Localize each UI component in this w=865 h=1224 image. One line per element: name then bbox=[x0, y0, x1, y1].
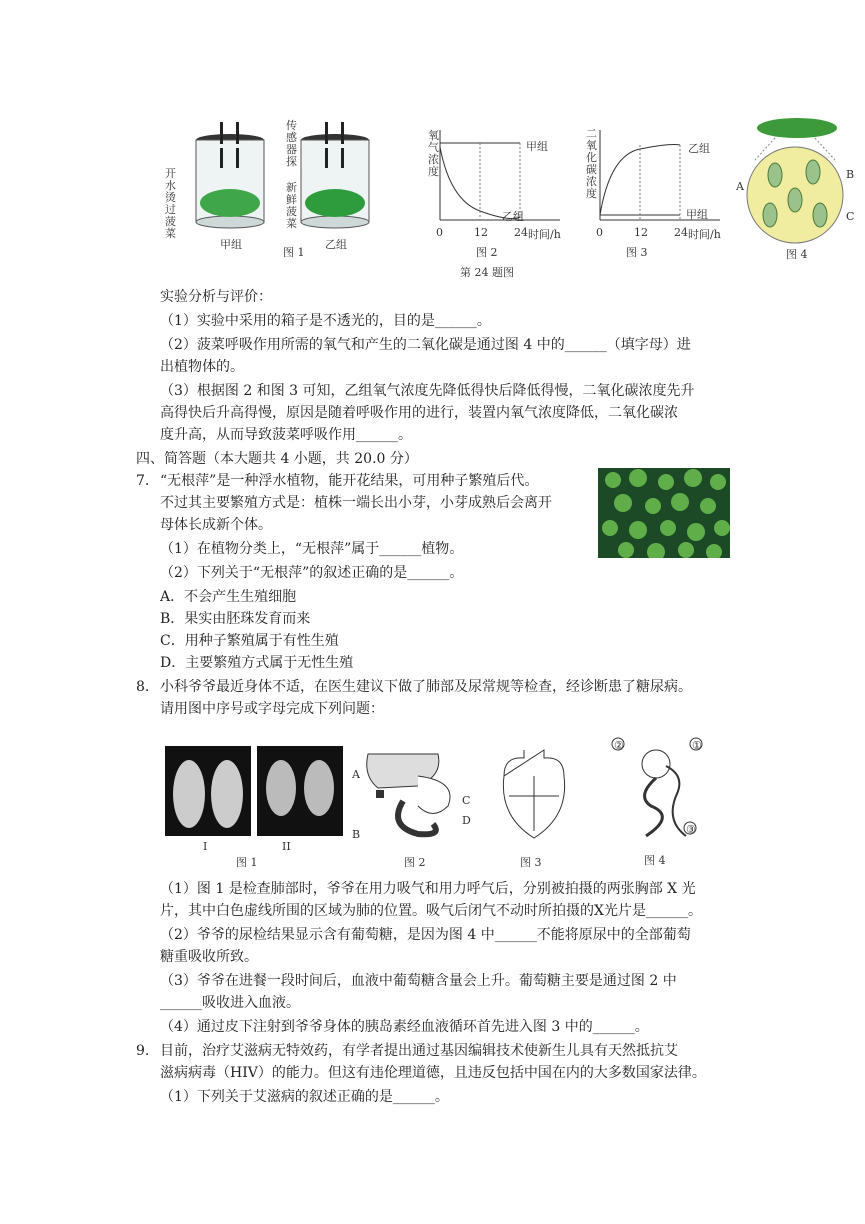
analysis-q1: （1）实验中采用的箱子是不透光的，目的是______。 bbox=[160, 313, 491, 329]
fig2-tick-24: 24 bbox=[514, 226, 528, 239]
q8-fig2-label-d: D bbox=[462, 814, 471, 827]
fig4-label-a: A bbox=[736, 180, 744, 193]
q7-sub2: （2）下列关于“无根萍”的叙述正确的是______。 bbox=[160, 565, 464, 581]
q9-number: 9. bbox=[136, 1043, 150, 1059]
q8-fig4-label-2: ② bbox=[614, 739, 624, 752]
q8-sub2-line1: （2）爷爷的尿检结果显示含有葡萄糖，是因为图 4 中______不能将原尿中的全部葡萄 bbox=[160, 927, 691, 943]
q8-fig1-xrays bbox=[165, 746, 345, 836]
analysis-q3-line3: 度升高，从而导致菠菜呼吸作用______。 bbox=[160, 427, 412, 443]
fig1-group-a: 甲组 bbox=[220, 238, 242, 251]
duckweed-photo bbox=[598, 468, 730, 558]
q8-sub3-line2: ______吸收进入血液。 bbox=[160, 995, 300, 1011]
fig4-label-b: B bbox=[846, 168, 855, 181]
figure-1-boxes bbox=[160, 108, 390, 258]
fig3-tick-12: 12 bbox=[634, 226, 648, 239]
fig2-ylabel: 氧气浓度 bbox=[428, 129, 439, 178]
q8-fig4-label-1: ① bbox=[692, 739, 702, 752]
fig3-series-a: 乙组 bbox=[688, 142, 710, 155]
fig2-series-a: 甲组 bbox=[526, 140, 548, 153]
q7-sub1: （1）在植物分类上，“无根萍”属于______植物。 bbox=[160, 541, 464, 557]
analysis-q3-line1: （3）根据图 2 和图 3 可知，乙组氧气浓度先降低得快后降低得慢，二氧化碳浓度先升 bbox=[160, 383, 695, 399]
q8-fig2-digestive bbox=[348, 746, 478, 846]
fig2-series-b: 乙组 bbox=[502, 210, 524, 223]
q9-line2: 滋病病毒（HIV）的能力。但这有违伦理道德，且违反包括中国在内的大多数国家法律。 bbox=[160, 1065, 706, 1081]
section-4-heading: 四、简答题（本大题共 4 小题，共 20.0 分） bbox=[136, 451, 418, 467]
analysis-q2-line2: 出植物体的。 bbox=[160, 359, 244, 375]
q7-option-b: B．果实由胚珠发育而来 bbox=[160, 611, 311, 627]
analysis-heading: 实验分析与评价： bbox=[160, 289, 272, 305]
fig1-left-label: 开水烫过菠菜 bbox=[165, 167, 176, 240]
q8-fig4-label-3: ③ bbox=[686, 823, 696, 836]
figure-4-leaf-stomata bbox=[735, 110, 855, 250]
q8-fig2-label-b: B bbox=[352, 828, 361, 841]
fig2-tick-0: 0 bbox=[436, 226, 443, 239]
fig1-middle-label: 传感器探 bbox=[286, 119, 297, 168]
q7-number: 7. bbox=[136, 473, 150, 489]
q8-fig3-heart bbox=[484, 746, 584, 846]
fig3-tick-0: 0 bbox=[596, 226, 603, 239]
fig1-caption: 图 1 bbox=[283, 246, 305, 259]
q8-fig2-label-c: C bbox=[462, 794, 471, 807]
q7-line1: “无根萍”是一种浮水植物，能开花结果，可用种子繁殖后代。 bbox=[160, 473, 539, 489]
q8-fig4-caption: 图 4 bbox=[644, 854, 666, 867]
q7-line3: 母体长成新个体。 bbox=[160, 517, 272, 533]
fig3-tick-24: 24 bbox=[674, 226, 688, 239]
q7-option-c: C．用种子繁殖属于有性生殖 bbox=[160, 633, 339, 649]
q8-sub1-line2: 片，其中白色虚线所围的区域为肺的位置。吸气后闭气不动时所拍摄的X光片是______。 bbox=[160, 903, 702, 919]
q8-sub2-line2: 糖重吸收所致。 bbox=[160, 949, 258, 965]
fig3-caption: 图 3 bbox=[626, 246, 648, 259]
q8-line2: 请用图中序号或字母完成下列问题： bbox=[160, 701, 384, 717]
q8-fig2-caption: 图 2 bbox=[404, 856, 426, 869]
q8-line1: 小科爷爷最近身体不适，在医生建议下做了肺部及尿常规等检查，经诊断患了糖尿病。 bbox=[160, 679, 692, 695]
fig2-tick-12: 12 bbox=[474, 226, 488, 239]
q9-line1: 目前，治疗艾滋病无特效药，有学者提出通过基因编辑技术使新生儿具有天然抵抗艾 bbox=[160, 1043, 678, 1059]
q8-fig1-label-i: I bbox=[203, 840, 208, 853]
fig1-right-label: 新鲜菠菜 bbox=[286, 181, 297, 230]
fig3-xlabel: 时间/h bbox=[688, 228, 721, 241]
fig1-group-b: 乙组 bbox=[325, 238, 347, 251]
fig3-series-b: 甲组 bbox=[686, 208, 708, 221]
q8-sub4: （4）通过皮下注射到爷爷身体的胰岛素经血液循环首先进入图 3 中的______。 bbox=[160, 1019, 649, 1035]
fig2-caption: 图 2 bbox=[476, 246, 498, 259]
figure-group-title: 第 24 题图 bbox=[460, 266, 514, 279]
q8-sub3-line1: （3）爷爷在进餐一段时间后，血液中葡萄糖含量会上升。葡萄糖主要是通过图 2 中 bbox=[160, 973, 677, 989]
q7-option-d: D．主要繁殖方式属于无性生殖 bbox=[160, 655, 354, 671]
fig4-caption: 图 4 bbox=[786, 248, 808, 261]
q8-fig1-caption: 图 1 bbox=[236, 856, 258, 869]
fig3-ylabel: 二氧化碳浓度 bbox=[586, 127, 597, 200]
fig4-label-c: C bbox=[846, 210, 855, 223]
fig3-series-a-line bbox=[600, 145, 680, 216]
q8-number: 8. bbox=[136, 679, 150, 695]
q8-fig1-label-ii: II bbox=[282, 840, 291, 853]
analysis-q2-line1: （2）菠菜呼吸作用所需的氧气和产生的二氧化碳是通过图 4 中的______（填字母）进 bbox=[160, 337, 691, 353]
q8-fig2-label-a: A bbox=[352, 768, 360, 781]
analysis-q3-line2: 高得快后升高得慢，原因是随着呼吸作用的进行，装置内氧气浓度降低，二氧化碳浓 bbox=[160, 405, 678, 421]
q8-sub1-line1: （1）图 1 是检查肺部时，爷爷在用力吸气和用力呼气后，分别被拍摄的两张胸部 X 光 bbox=[160, 881, 696, 897]
q7-line2: 不过其主要繁殖方式是：植株一端长出小芽，小芽成熟后会离开 bbox=[160, 495, 552, 511]
q9-sub1: （1）下列关于艾滋病的叙述正确的是______。 bbox=[160, 1089, 449, 1105]
fig2-xlabel: 时间/h bbox=[528, 228, 561, 241]
q7-option-a: A．不会产生生殖细胞 bbox=[160, 589, 297, 605]
q8-fig3-caption: 图 3 bbox=[520, 856, 542, 869]
